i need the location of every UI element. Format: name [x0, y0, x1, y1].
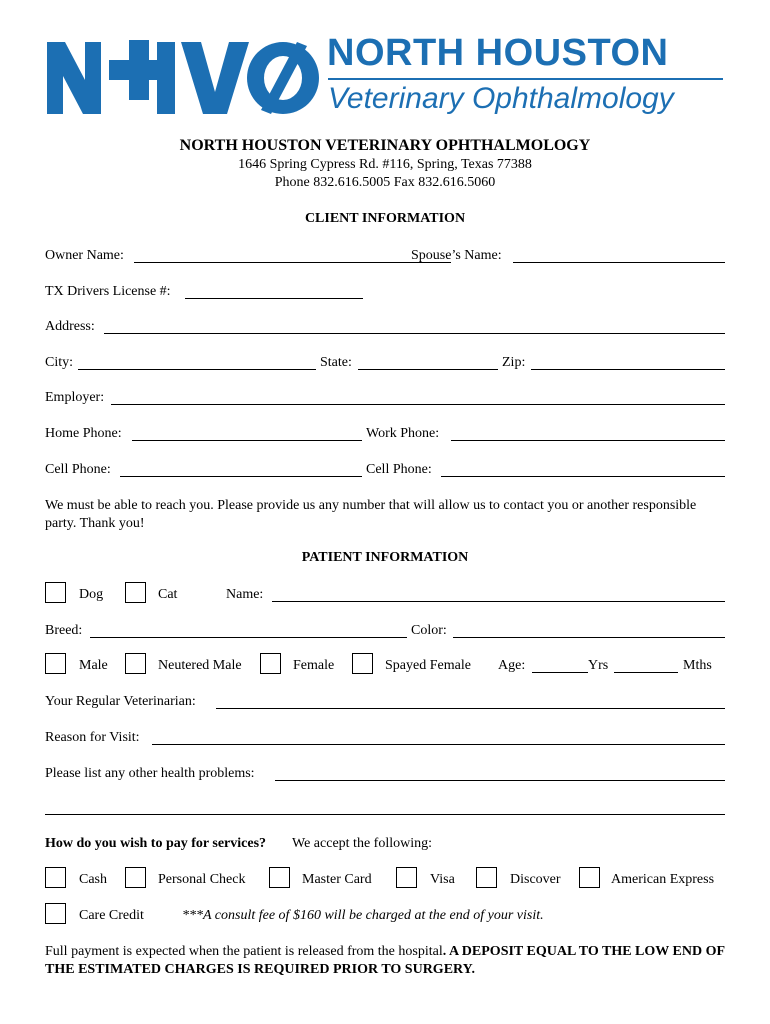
owner-name-label: Owner Name: — [45, 248, 124, 263]
reason-field[interactable] — [152, 744, 725, 745]
health-row — [45, 765, 725, 785]
home-phone-label: Home Phone: — [45, 426, 122, 441]
cash-checkbox[interactable] — [45, 867, 66, 888]
male-checkbox[interactable] — [45, 653, 66, 674]
license-field[interactable] — [185, 298, 363, 299]
address-row — [45, 318, 725, 338]
health-problems-field-2[interactable] — [45, 814, 725, 815]
brand-name: NORTH HOUSTON — [327, 32, 669, 74]
license-row — [45, 283, 725, 303]
city-field[interactable] — [78, 369, 316, 370]
address-field[interactable] — [104, 333, 725, 334]
dog-label: Dog — [79, 587, 104, 602]
pet-name-label: Name: — [226, 587, 264, 602]
age-years-field[interactable] — [532, 672, 588, 673]
zip-label: Zip: — [502, 355, 526, 370]
full-payment-text: Full payment is expected when the patient is released from the hospital — [45, 944, 443, 959]
brand-tagline: Veterinary Ophthalmology — [328, 82, 674, 115]
regular-vet-row — [45, 693, 725, 713]
sex-row — [45, 657, 725, 677]
brand-divider — [328, 78, 723, 80]
cat-checkbox[interactable] — [125, 582, 146, 603]
zip-field[interactable] — [531, 369, 725, 370]
species-row — [45, 586, 725, 606]
regular-vet-field[interactable] — [216, 708, 725, 709]
care-credit-row — [45, 907, 725, 927]
american-express-label: American Express — [611, 872, 715, 887]
master-card-checkbox[interactable] — [269, 867, 290, 888]
male-label: Male — [79, 658, 108, 673]
phone-row — [45, 425, 725, 445]
american-express-checkbox[interactable] — [579, 867, 600, 888]
spayed-female-checkbox[interactable] — [352, 653, 373, 674]
page-title: NORTH HOUSTON VETERINARY OPHTHALMOLOGY — [179, 137, 591, 154]
health-problems-field[interactable] — [275, 780, 725, 781]
home-phone-field[interactable] — [132, 440, 362, 441]
license-label: TX Drivers License #: — [45, 284, 171, 299]
nhvo-monogram-icon — [45, 36, 325, 121]
payment-question: How do you wish to pay for services? — [45, 836, 267, 851]
reason-row — [45, 729, 725, 749]
cat-label: Cat — [158, 587, 178, 602]
clinic-address: 1646 Spring Cypress Rd. #116, Spring, Texas 77388 — [238, 157, 532, 172]
cell-row — [45, 461, 725, 481]
cell-phone-label-2: Cell Phone: — [366, 462, 432, 477]
care-credit-checkbox[interactable] — [45, 903, 66, 924]
reason-label: Reason for Visit: — [45, 730, 140, 745]
breed-row — [45, 622, 725, 642]
master-card-label: Master Card — [302, 872, 372, 887]
owner-name-field[interactable] — [134, 262, 451, 263]
personal-check-checkbox[interactable] — [125, 867, 146, 888]
cell-phone-field-2[interactable] — [441, 476, 725, 477]
cell-phone-label-1: Cell Phone: — [45, 462, 111, 477]
visa-label: Visa — [430, 872, 455, 887]
regular-vet-label: Your Regular Veterinarian: — [45, 694, 196, 709]
female-label: Female — [293, 658, 335, 673]
health-problems-label: Please list any other health problems: — [45, 766, 255, 781]
clinic-phone-fax: Phone 832.616.5005 Fax 832.616.5060 — [274, 175, 496, 190]
cash-label: Cash — [79, 872, 107, 887]
deposit-requirement: . A DEPOSIT EQUAL TO THE LOW END OF THE ESTIMATED CHARGES IS REQUIRED PRIOR TO SURGERY. — [45, 944, 725, 977]
spouse-name-label: Spouse’s Name: — [411, 248, 502, 263]
color-field[interactable] — [453, 637, 725, 638]
color-label: Color: — [411, 623, 447, 638]
employer-row — [45, 389, 725, 409]
work-phone-field[interactable] — [451, 440, 725, 441]
personal-check-label: Personal Check — [158, 872, 246, 887]
health-extra-row — [45, 799, 725, 819]
client-section-title: CLIENT INFORMATION — [304, 211, 466, 226]
pet-name-field[interactable] — [272, 601, 725, 602]
visa-checkbox[interactable] — [396, 867, 417, 888]
discover-label: Discover — [510, 872, 561, 887]
breed-field[interactable] — [90, 637, 407, 638]
breed-label: Breed: — [45, 623, 83, 638]
dog-checkbox[interactable] — [45, 582, 66, 603]
payment-options-row — [45, 871, 725, 891]
employer-label: Employer: — [45, 390, 105, 405]
years-label: Yrs — [588, 658, 609, 673]
city-label: City: — [45, 355, 74, 370]
state-field[interactable] — [358, 369, 498, 370]
payment-policy — [45, 943, 725, 979]
spayed-female-label: Spayed Female — [385, 658, 471, 673]
consult-fee-note: ***A consult fee of $160 will be charged at the end of your visit. — [182, 908, 544, 923]
cell-phone-field-1[interactable] — [120, 476, 362, 477]
address-label: Address: — [45, 319, 95, 334]
city-row — [45, 354, 725, 374]
discover-checkbox[interactable] — [476, 867, 497, 888]
contact-note: We must be able to reach you. Please provide us any number that will allow us to contact you or another responsible party. Thank you! — [45, 498, 697, 531]
months-label: Mths — [683, 658, 712, 673]
age-months-field[interactable] — [614, 672, 678, 673]
work-phone-label: Work Phone: — [366, 426, 440, 441]
payment-question-row — [45, 835, 725, 855]
payment-accept: We accept the following: — [292, 836, 432, 851]
neutered-male-checkbox[interactable] — [125, 653, 146, 674]
owner-row — [45, 247, 725, 267]
care-credit-label: Care Credit — [79, 908, 144, 923]
logo — [45, 32, 725, 121]
female-checkbox[interactable] — [260, 653, 281, 674]
patient-section-title: PATIENT INFORMATION — [301, 550, 469, 565]
age-label: Age: — [498, 658, 526, 673]
state-label: State: — [320, 355, 352, 370]
spouse-name-field[interactable] — [513, 262, 725, 263]
neutered-male-label: Neutered Male — [158, 658, 242, 673]
employer-field[interactable] — [111, 404, 725, 405]
